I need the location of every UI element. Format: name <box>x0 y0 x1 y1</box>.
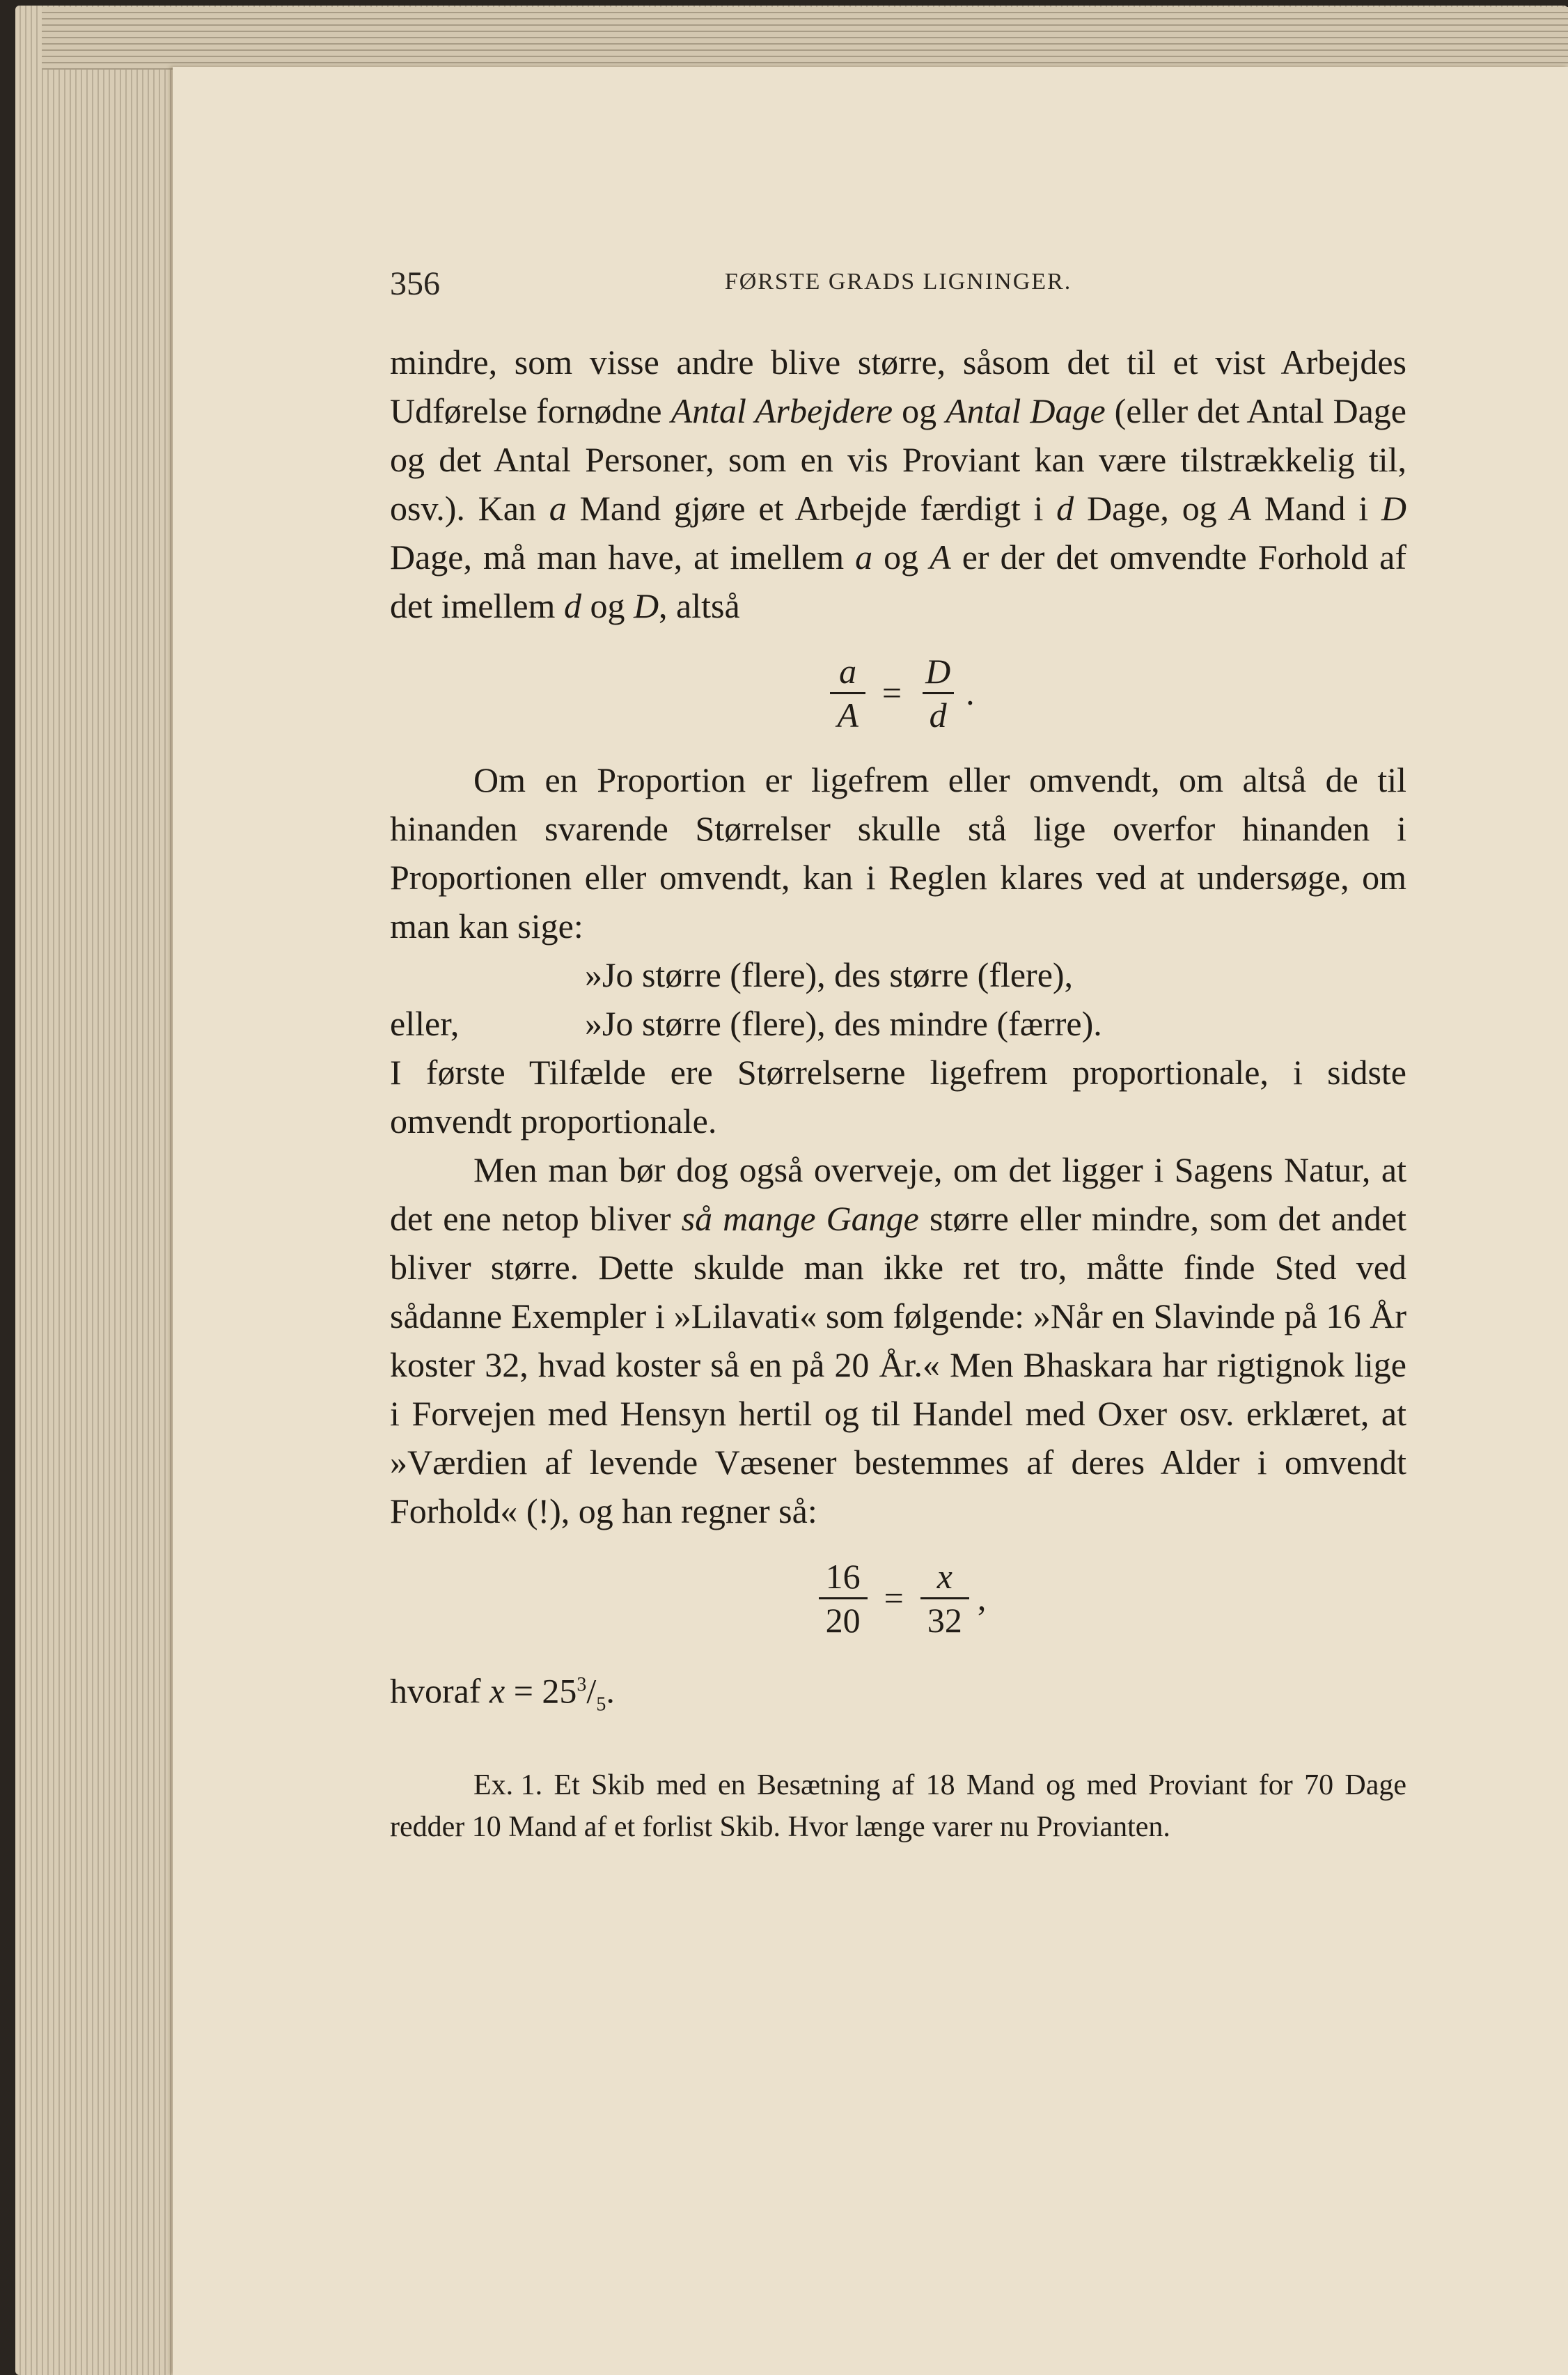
book-top-edges <box>42 7 1568 70</box>
equation-1: $\frac{a}{A}$ = $\frac{D}{d}$ . <box>390 630 1406 755</box>
paragraph-4: Men man bør dog også overveje, om det ligger i Sagens Natur, at det ene netop bliver så mange Gange større eller mindre, som det andet bliver større. Dette skulde man ikke ret tro, måtte finde Sted ved sådanne Exempler i »Lilavati« som følgende: »Når en Slavinde på 16 År koster 32, hvad koster så en på 20 År.« Men Bhaskara har rigtignok lige i Forvejen med Hensyn hertil og til Handel med Oxer osv. erklæret, at »Værdien af levende Væsener bestemmes af deres Alder i omvendt Forhold« (!), og han regner så: <box>390 1150 1407 1530</box>
example-1: Ex. 1. Et Skib med en Besætning af 18 Mand og med Proviant for 70 Dage redder 10 Mand af et forlist Skib. Hvor længe varer nu Provianten. <box>390 1769 1406 1843</box>
fraction-a-over-A: $\frac{a}{A}$ <box>830 650 865 736</box>
quote-2: eller, »Jo større (flere), des mindre (færre). <box>390 1004 1102 1043</box>
paragraph-3: I første Tilfælde ere Størrelserne ligefrem proportionale, i sidste omvendt proportionale. <box>390 1053 1406 1141</box>
page-header <box>390 265 1406 306</box>
paragraph-1: mindre, som visse andre blive større, såsom det til et vist Arbejdes Udførelse fornødne Antal Arbejdere og Antal Dage (eller det Antal Dage og det Antal Personer, som en vis Proviant kan være tilstrækkelig til, osv.). Kan a Mand gjøre et Arbejde færdigt i d Dage, og A Mand i D Dage, må man have, at imellem a og A er der det omvendte Forhold af det imellem d og D, altså <box>390 343 1406 625</box>
page-number: 356 <box>390 265 440 302</box>
fraction-x-over-32: $\frac{x}{32}$ <box>920 1555 969 1641</box>
fraction-16-over-20: $\frac{16}{20}$ <box>819 1555 868 1641</box>
result-line: hvoraf $x = 25^3/_5$. <box>390 1671 615 1716</box>
running-head: FØRSTE GRADS LIGNINGER. <box>724 269 1072 295</box>
equation-2: $\frac{16}{20}$ = $\frac{x}{32}$ , <box>390 1535 1406 1661</box>
paragraph-2: Om en Proportion er ligefrem eller omvendt, om altså de til hinanden svarende Størrelser skulle stå lige overfor hinanden i Proportionen eller omvendt, kan i Reglen klares ved at undersøge, om man kan sige: <box>390 760 1406 946</box>
quote-1: »Jo større (flere), des større (flere), <box>585 955 1074 994</box>
fraction-D-over-d: $\frac{D}{d}$ <box>918 650 957 736</box>
page-body <box>390 338 1406 1848</box>
